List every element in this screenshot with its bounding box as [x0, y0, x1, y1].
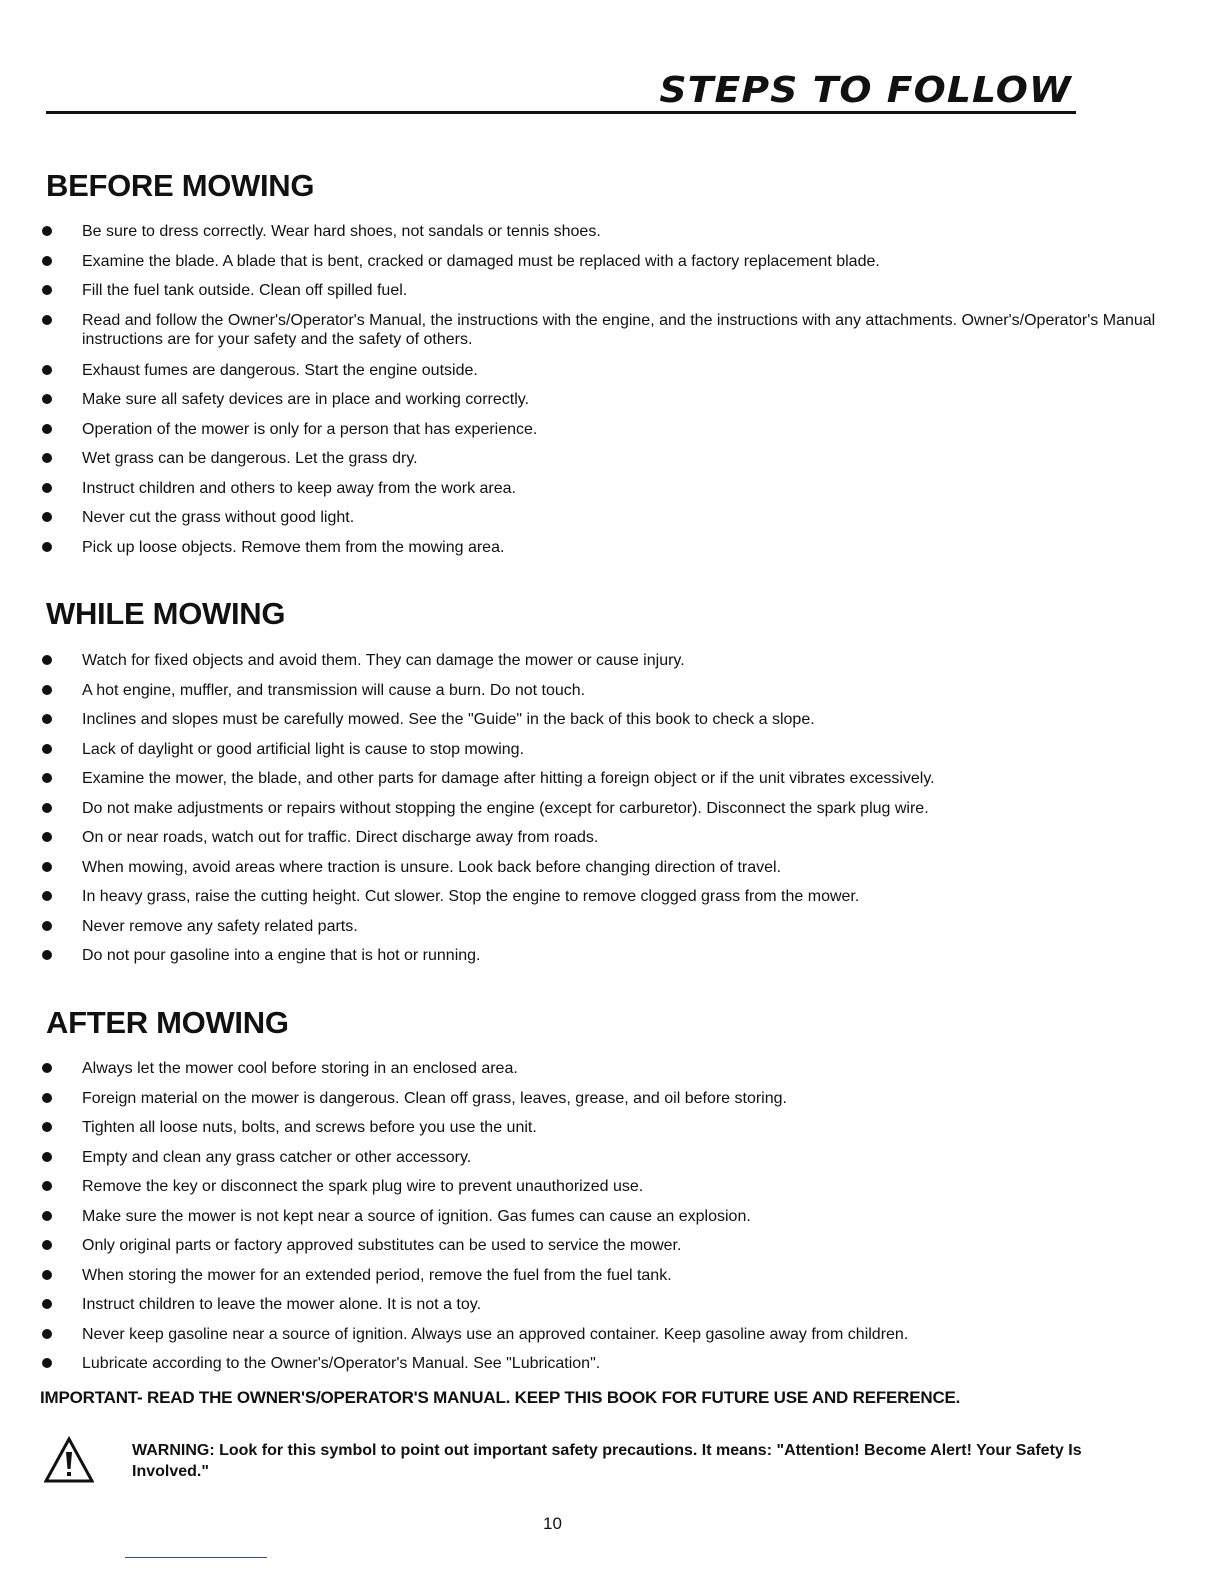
- list-item: Never keep gasoline near a source of ignition. Always use an approved container. Keep gasoline away from children.: [40, 1325, 1170, 1355]
- warning-triangle-icon: [44, 1436, 94, 1484]
- list-item: Never remove any safety related parts.: [40, 917, 1170, 947]
- footer-rule: [125, 1557, 267, 1558]
- list-item: Examine the mower, the blade, and other parts for damage after hitting a foreign object or if the unit vibrates excessively.: [40, 769, 1170, 799]
- list-item: Examine the blade. A blade that is bent, cracked or damaged must be replaced with a factory replacement blade.: [40, 252, 1170, 282]
- list-item: Empty and clean any grass catcher or other accessory.: [40, 1148, 1170, 1178]
- list-item: Wet grass can be dangerous. Let the grass dry.: [40, 449, 1170, 479]
- list-item: Make sure all safety devices are in place and working correctly.: [40, 390, 1170, 420]
- page-title: STEPS TO FOLLOW: [659, 70, 1072, 111]
- list-item: Pick up loose objects. Remove them from the mowing area.: [40, 538, 1170, 568]
- list-item: Be sure to dress correctly. Wear hard shoes, not sandals or tennis shoes.: [40, 222, 1170, 252]
- list-item: Tighten all loose nuts, bolts, and screws before you use the unit.: [40, 1118, 1170, 1148]
- list-item: Operation of the mower is only for a person that has experience.: [40, 420, 1170, 450]
- list-item: Exhaust fumes are dangerous. Start the engine outside.: [40, 361, 1170, 391]
- section-title-while-mowing: WHILE MOWING: [46, 596, 286, 631]
- list-item: Instruct children and others to keep away from the work area.: [40, 479, 1170, 509]
- list-item: Only original parts or factory approved substitutes can be used to service the mower.: [40, 1236, 1170, 1266]
- list-item: In heavy grass, raise the cutting height. Cut slower. Stop the engine to remove clogged grass from the mower.: [40, 887, 1170, 917]
- warning-text: WARNING: Look for this symbol to point out important safety precautions. It means: "Attention! Become Alert! Your Safety Is Involved.": [132, 1442, 1082, 1480]
- list-item: Remove the key or disconnect the spark plug wire to prevent unauthorized use.: [40, 1177, 1170, 1207]
- before-mowing-list: [40, 222, 1170, 567]
- list-item: When storing the mower for an extended period, remove the fuel from the fuel tank.: [40, 1266, 1170, 1296]
- list-item: Do not make adjustments or repairs without stopping the engine (except for carburetor). Disconnect the spark plug wire.: [40, 799, 1170, 829]
- list-item: Lack of daylight or good artificial light is cause to stop mowing.: [40, 740, 1170, 770]
- list-item: Watch for fixed objects and avoid them. They can damage the mower or cause injury.: [40, 651, 1170, 681]
- header-rule: [46, 111, 1076, 114]
- list-item: Lubricate according to the Owner's/Operator's Manual. See "Lubrication".: [40, 1354, 1170, 1384]
- list-item: Foreign material on the mower is dangerous. Clean off grass, leaves, grease, and oil before storing.: [40, 1089, 1170, 1119]
- section-title-after-mowing: AFTER MOWING: [46, 1005, 289, 1040]
- list-item: On or near roads, watch out for traffic. Direct discharge away from roads.: [40, 828, 1170, 858]
- page-header: [46, 70, 1076, 114]
- list-item: Fill the fuel tank outside. Clean off spilled fuel.: [40, 281, 1170, 311]
- while-mowing-list: [40, 651, 1170, 976]
- list-item: Never cut the grass without good light.: [40, 508, 1170, 538]
- after-mowing-list: [40, 1059, 1170, 1384]
- list-item: A hot engine, muffler, and transmission will cause a burn. Do not touch.: [40, 681, 1170, 711]
- list-item: Always let the mower cool before storing in an enclosed area.: [40, 1059, 1170, 1089]
- list-item: Read and follow the Owner's/Operator's Manual, the instructions with the engine, and the instructions with any attachments. Owner's/Operator's Manual instructions are for your safety and the safety of others.: [40, 311, 1170, 361]
- list-item: Do not pour gasoline into a engine that is hot or running.: [40, 946, 1170, 976]
- section-title-before-mowing: BEFORE MOWING: [46, 168, 315, 203]
- list-item: Inclines and slopes must be carefully mowed. See the "Guide" in the back of this book to check a slope.: [40, 710, 1170, 740]
- list-item: Make sure the mower is not kept near a source of ignition. Gas fumes can cause an explosion.: [40, 1207, 1170, 1237]
- list-item: Instruct children to leave the mower alone. It is not a toy.: [40, 1295, 1170, 1325]
- page-number: 10: [543, 1514, 562, 1533]
- important-notice: IMPORTANT- READ THE OWNER'S/OPERATOR'S MANUAL. KEEP THIS BOOK FOR FUTURE USE AND REFERENCE.: [40, 1388, 961, 1407]
- warning-block: [44, 1432, 1084, 1492]
- list-item: When mowing, avoid areas where traction is unsure. Look back before changing direction of travel.: [40, 858, 1170, 888]
